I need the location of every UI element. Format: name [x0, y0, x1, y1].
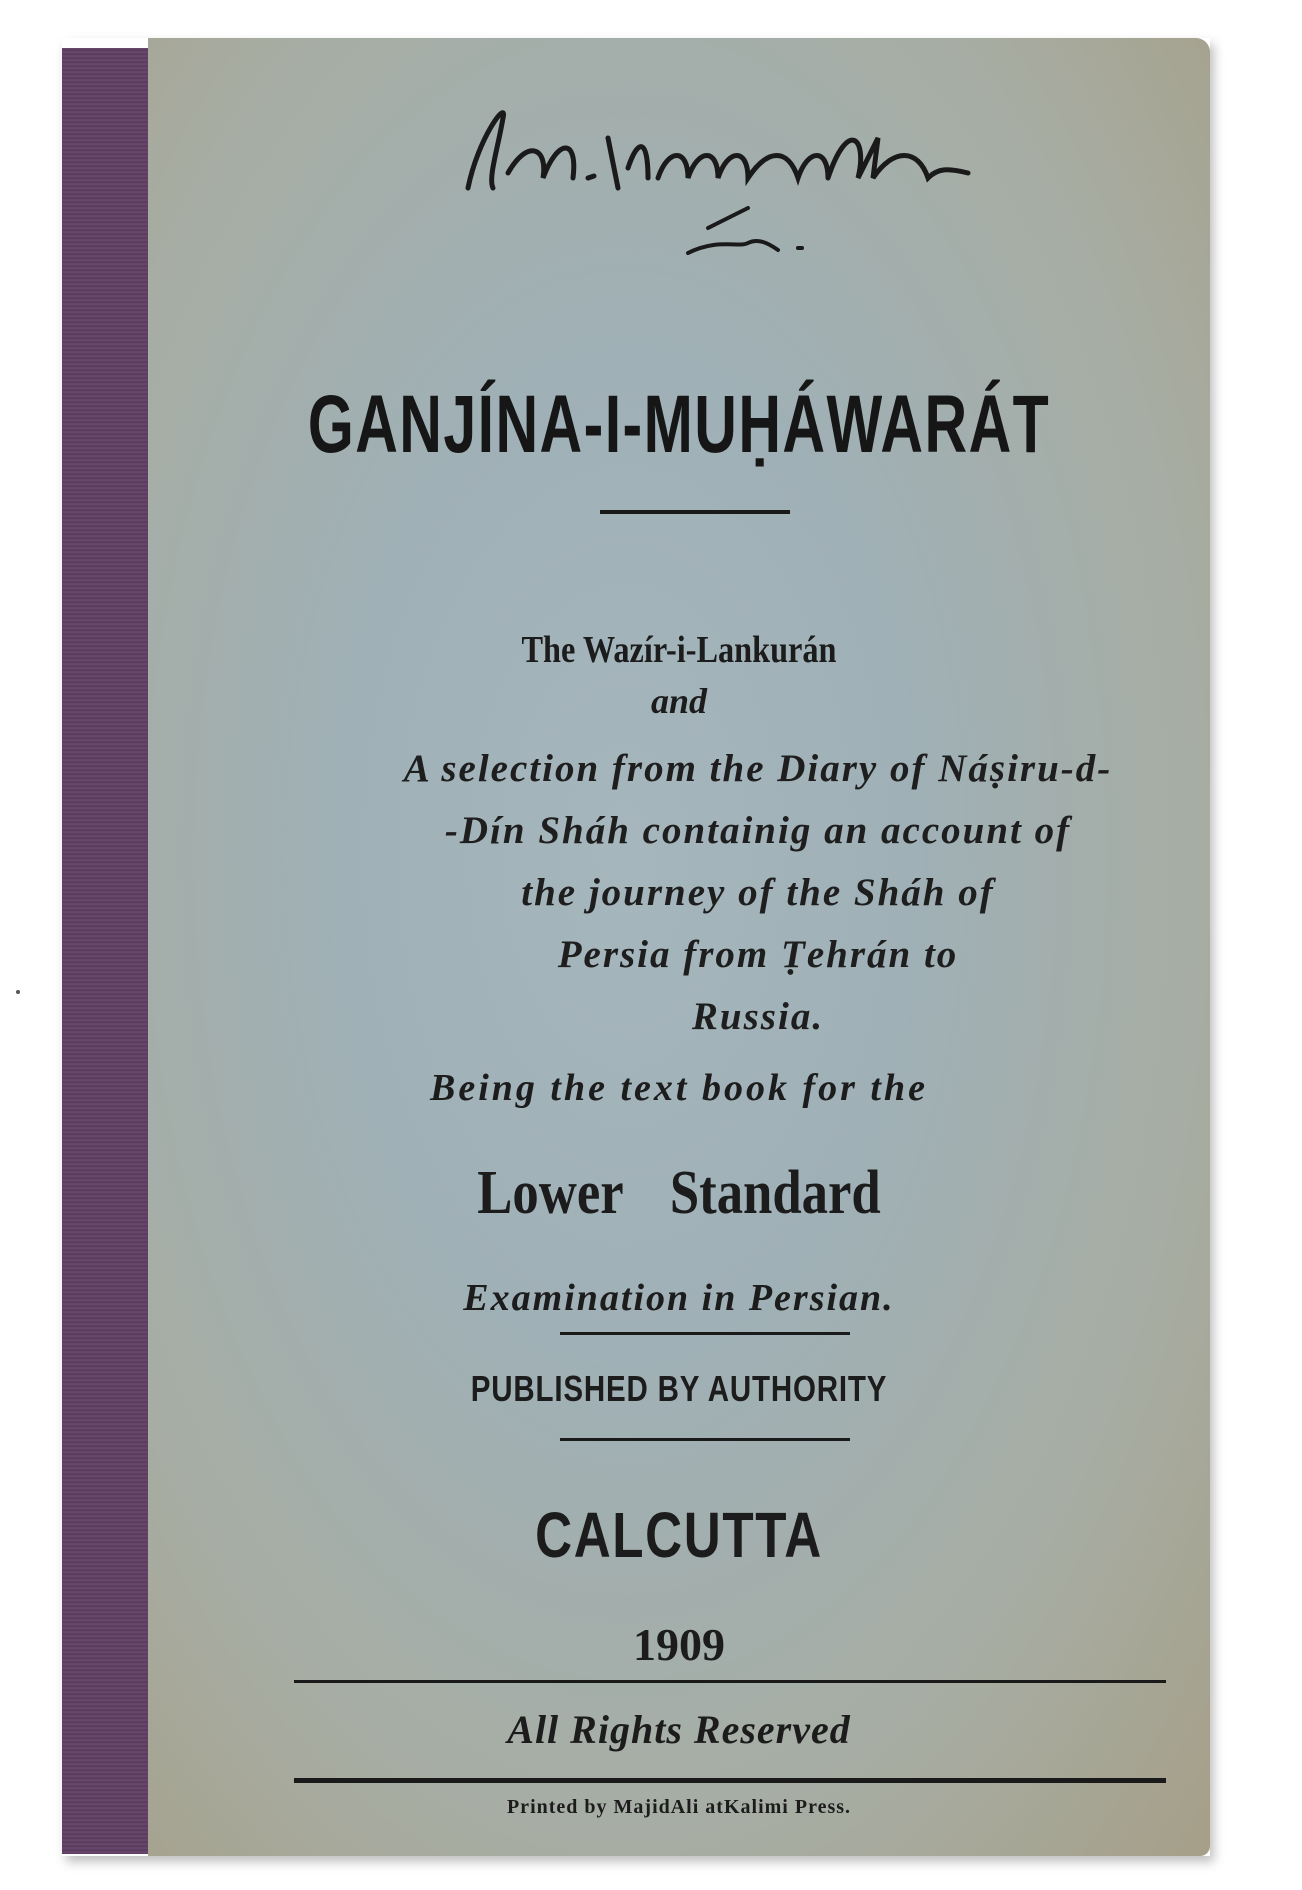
book-title: GANJÍNA-I-MUḤÁWARÁT [307, 379, 1051, 470]
city-line: CALCUTTA [535, 1499, 823, 1571]
published-rule-top [560, 1332, 850, 1335]
standard-line: Lower Standard [477, 1159, 881, 1227]
intro-line: The Wazír-i-Lankurán [521, 629, 837, 671]
description-line: Russia. [691, 995, 825, 1038]
description-line: -Dín Sháh containig an account of [444, 809, 1072, 852]
rights-line: All Rights Reserved [507, 1707, 851, 1752]
description-line: the journey of the Sháh of [521, 871, 995, 914]
book [62, 38, 1210, 1856]
signature-drawing [448, 78, 1088, 288]
cloth-spine [62, 48, 154, 1854]
rights-rule-bottom [294, 1778, 1166, 1783]
year-line: 1909 [633, 1619, 725, 1670]
being-line: Being the text book for the [430, 1067, 928, 1109]
and-line: and [650, 681, 708, 721]
published-rule-bottom [560, 1438, 850, 1441]
handwritten-signature [448, 78, 1088, 288]
published-line: PUBLISHED BY AUTHORITY [470, 1368, 888, 1409]
exam-line: Examination in Persian. [463, 1277, 895, 1319]
stray-mark [16, 990, 20, 994]
title-rule [600, 510, 790, 514]
printer-line: Printed by MajidAli atKalimi Press. [506, 1796, 852, 1818]
rights-rule-top [294, 1680, 1166, 1683]
description-line: A selection from the Diary of Náṣiru-d- [403, 747, 1113, 790]
description-block [328, 738, 1188, 1048]
book-cover [148, 38, 1210, 1856]
description-line: Persia from Ṭehrán to [557, 933, 959, 976]
